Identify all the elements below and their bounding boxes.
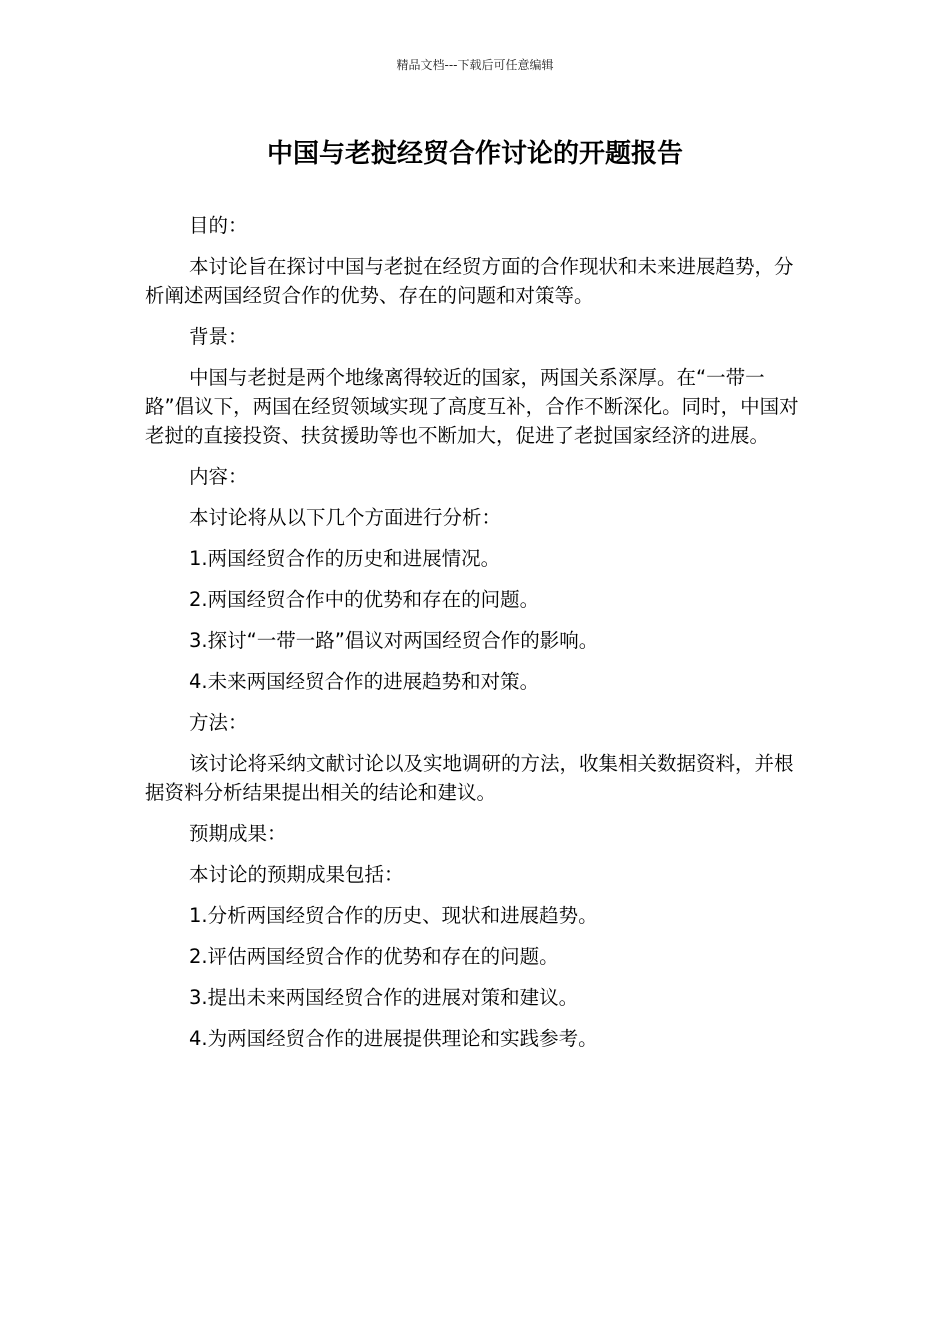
document-title: 中国与老挝经贸合作讨论的开题报告 [266, 139, 683, 169]
section-heading-purpose: 目的： [189, 214, 248, 237]
paragraph-content-intro: 本讨论将从以下几个方面进行分析： [189, 506, 502, 529]
paragraph-background: 中国与老挝是两个地缘离得较近的国家，两国关系深厚。在“一带一路”倡议下，两国在经贸领域实现了高度互补，合作不断深化。同时，中国对老挝的直接投资、扶贫援助等也不断加大，促进了老挝国家经济的进展。 [145, 366, 799, 447]
section-heading-background: 背景： [189, 325, 248, 348]
page-header: 精品文档---下载后可任意编辑 [396, 58, 554, 72]
section-heading-content: 内容： [189, 465, 248, 488]
document-body [145, 211, 807, 1065]
paragraph-purpose: 本讨论旨在探讨中国与老挝在经贸方面的合作现状和未来进展趋势，分析阐述两国经贸合作的优势、存在的问题和对策等。 [145, 255, 794, 307]
list-item: 1.分析两国经贸合作的历史、现状和进展趋势。 [189, 904, 598, 927]
section-heading-method: 方法： [189, 711, 248, 734]
list-item: 4.为两国经贸合作的进展提供理论和实践参考。 [189, 1027, 598, 1050]
paragraph-method: 该讨论将采纳文献讨论以及实地调研的方法，收集相关数据资料，并根据资料分析结果提出相关的结论和建议。 [145, 752, 794, 804]
list-item: 4.未来两国经贸合作的进展趋势和对策。 [189, 670, 540, 693]
paragraph-expected-results-intro: 本讨论的预期成果包括： [189, 863, 404, 886]
list-item: 1.两国经贸合作的历史和进展情况。 [189, 547, 501, 570]
section-heading-expected-results: 预期成果： [189, 822, 287, 845]
list-item: 3.提出未来两国经贸合作的进展对策和建议。 [189, 986, 579, 1009]
list-item: 2.评估两国经贸合作的优势和存在的问题。 [189, 945, 559, 968]
list-item: 3.探讨“一带一路”倡议对两国经贸合作的影响。 [189, 629, 599, 652]
list-item: 2.两国经贸合作中的优势和存在的问题。 [189, 588, 540, 611]
